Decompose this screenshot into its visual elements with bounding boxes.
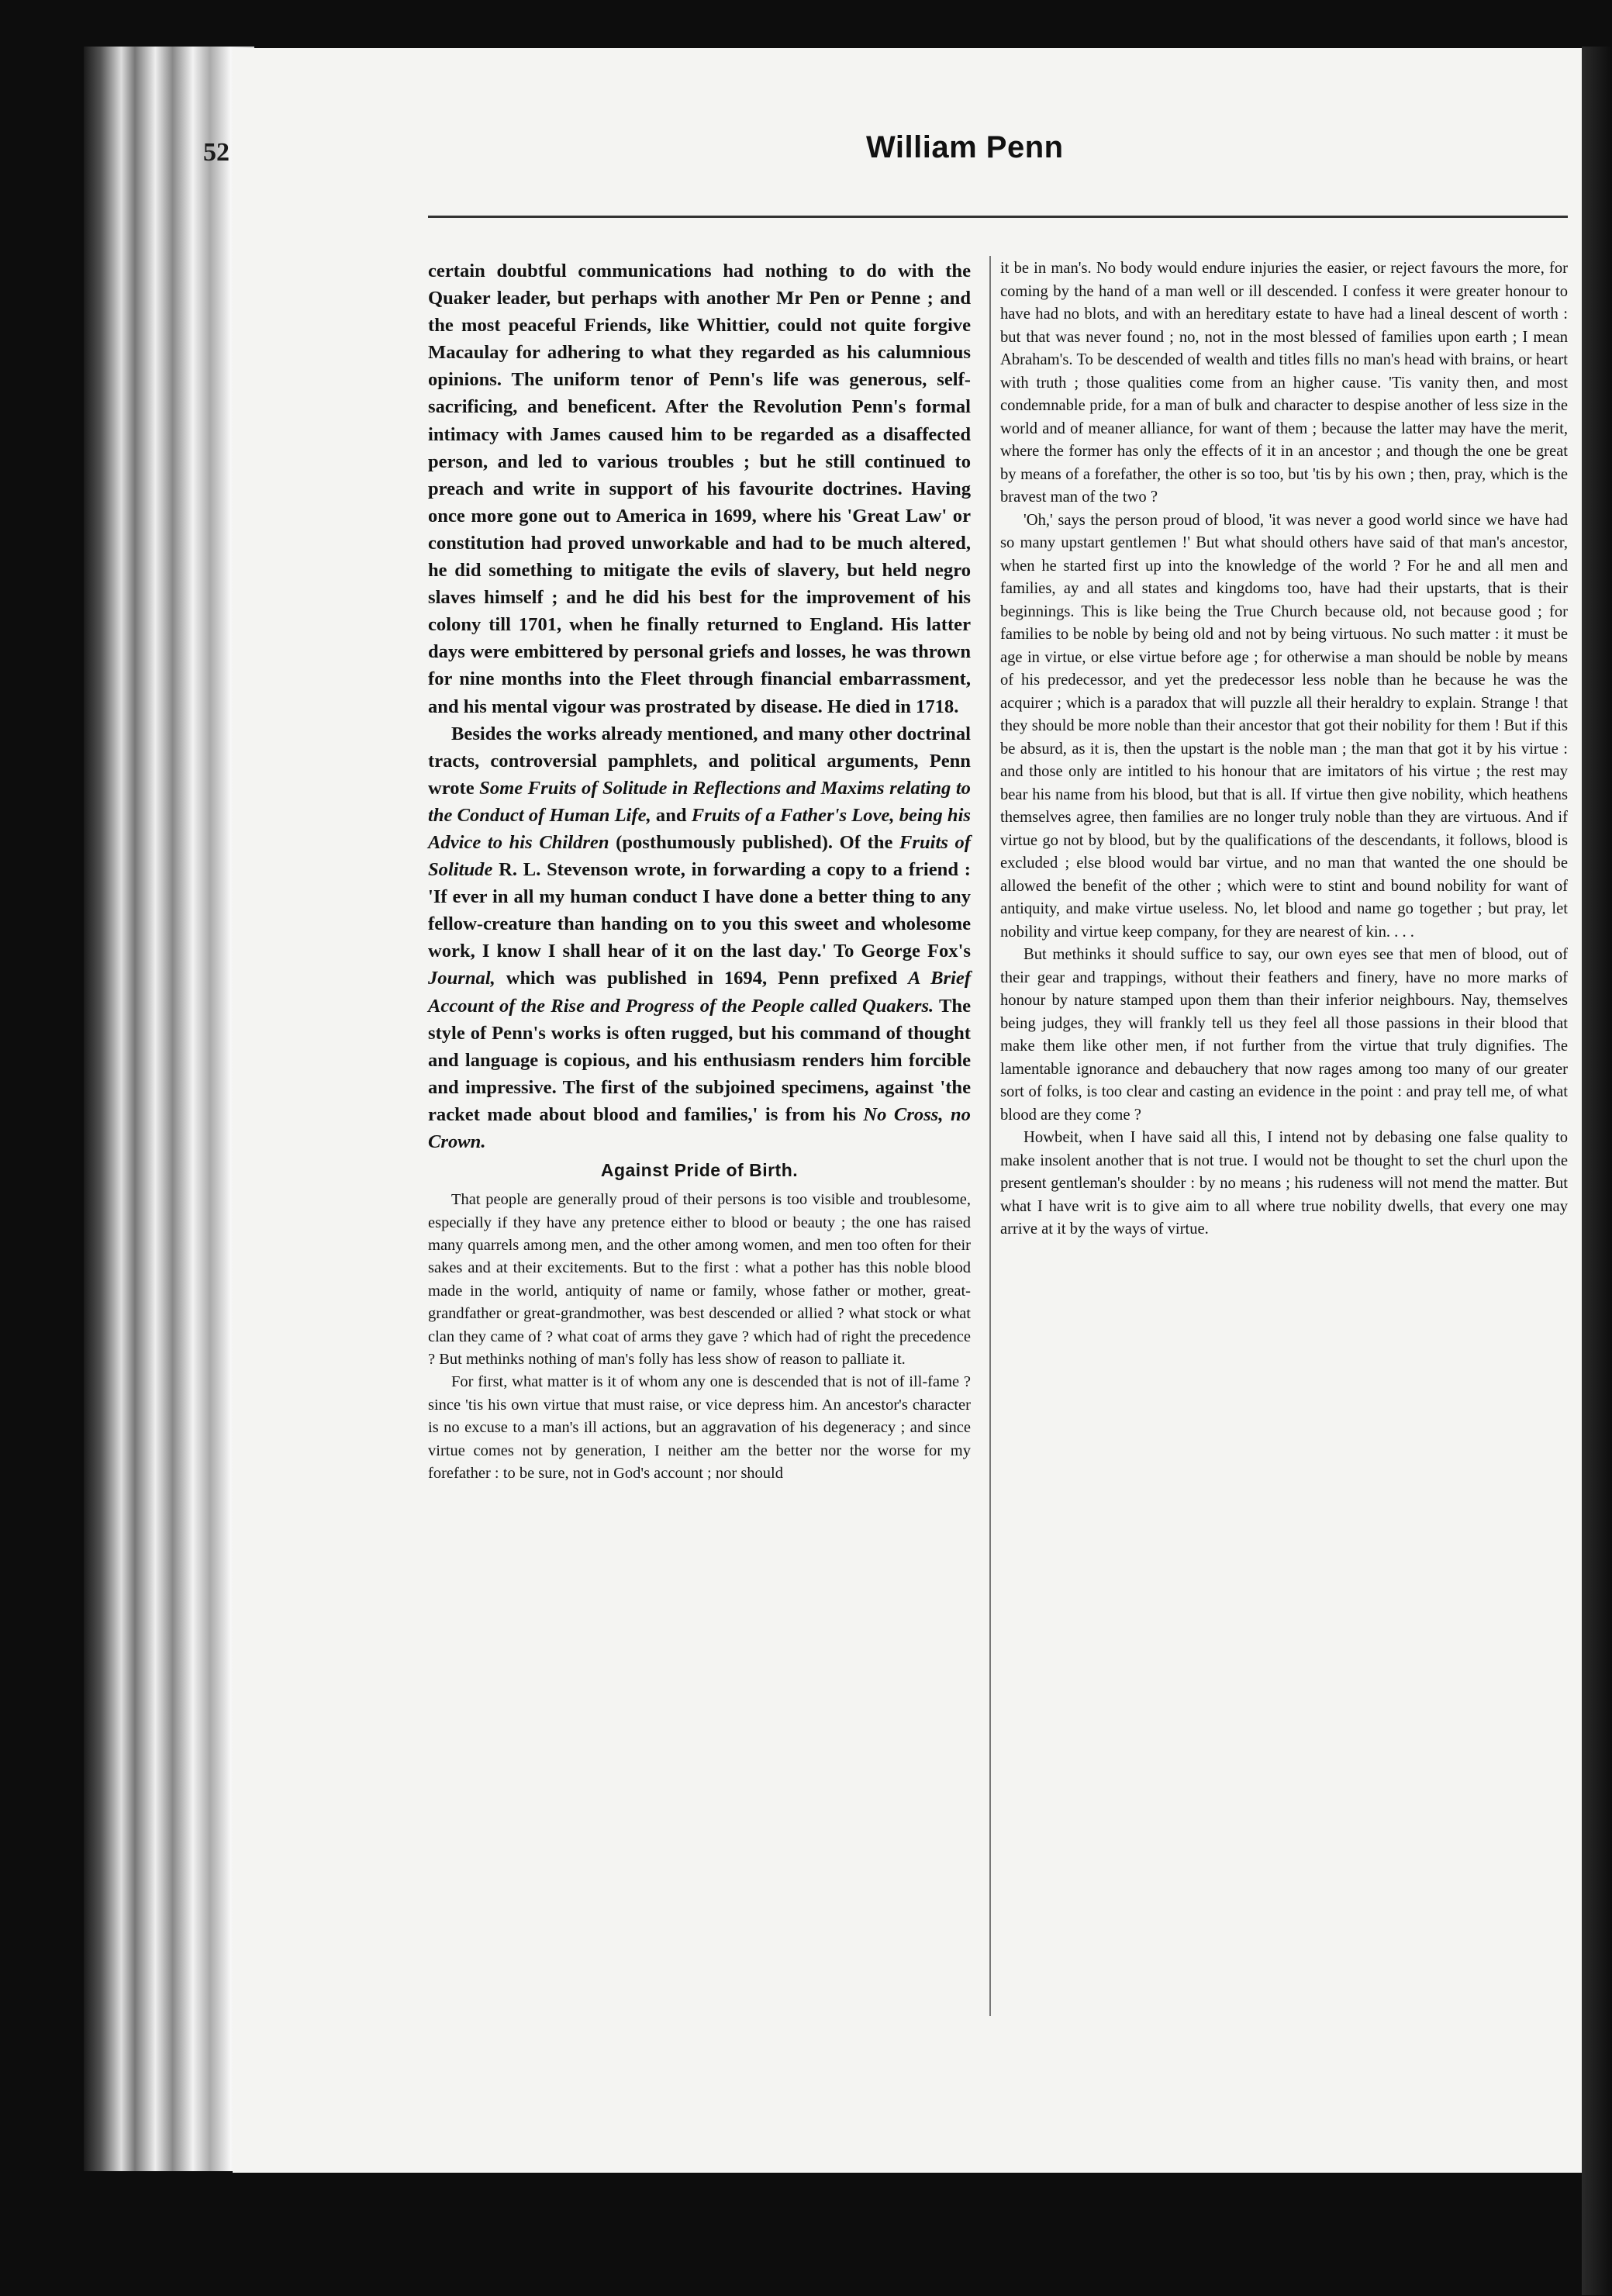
running-title: William Penn [866, 130, 1064, 164]
extract-paragraph: 'Oh,' says the person proud of blood, 'it was never a good world since we have had so many upstart gentlemen !' But what should others have said of that man's ancestor, when he started first up into the knowledge of the world ? For he and all men and families, ay and all states and kingdoms too, have had their upstarts, that is their beginnings. This is like being the True Church because old, not because good ; for families to be noble by being old and not by being virtuous. No such matter : it must be age in virtue, or else virtue before age ; for otherwise a man should be noble by means of his predecessor, and yet the predecessor less noble than he because he was the acquirer ; which is a paradox that will puzzle all their heraldry to explain. Strange ! that they should be more noble than their ancestor that got their nobility for them ! But if this be absurd, as it is, then the upstart is the noble man ; the man that got it by his virtue : and those only are intitled to his honour that are imitators of his virtue ; the rest may bear his name from his blood, but that is all. If virtue then give nobility, which heathens themselves agree, then families are no longer truly noble than they are virtuous. And if virtue go not by blood, but by the qualifications of the descendants, it follows, blood is excluded ; else blood would bar virtue, and no man that wanted the one should be allowed the benefit of the other ; which were to stint and bound nobility for want of antiquity, and make virtue useless. No, let blood and name go together ; but pray, let nobility and virtue keep company, for they are nearest of kin. . . . [1000, 511, 1568, 941]
book-title: No Cross, no Crown. [428, 1103, 971, 1152]
text-run: and [651, 804, 692, 826]
book-spine-edge [84, 47, 254, 2171]
extract-paragraph: Howbeit, when I have said all this, I intend not by debasing one false quality to make insolent another that is not true. I would not be thought to set the churl upon the present gentleman's shoulder : by no means ; his rudeness will not mend the matter. But what I have writ is to give aim to all where true nobility dwells, that every one may arrive at it by the ways of virtue. [1000, 1129, 1568, 1238]
book-title: Fruits of Solitude [428, 831, 972, 881]
book-title: Journal, [428, 968, 495, 989]
extract-paragraph: But methinks it should suffice to say, our own eyes see that men of blood, out of their gear and trappings, without their feathers and finery, have no more marks of honour by nature stamped upon them than their inferior neighbours. Nay, themselves being judges, they will frankly tell us they feel all those passions in their blood that make them like other men, if not further from the virtue that truly dignifies. The lamentable ignorance and debauchery that now rages among too many of our greater sort of folks, is too clear and casting an evidence in the point : and pray tell me, of what blood are they come ? [1000, 946, 1568, 1124]
page-number: 52 [203, 138, 230, 167]
right-column [1000, 257, 1568, 1241]
paragraph [428, 720, 971, 1156]
extract-paragraph: it be in man's. No body would endure injuries the easier, or reject favours the more, for coming by the hand of a man well or ill descended. I confess it were greater honour to have had no blots, and with an hereditary estate to have had a lineal descent of worth : but that was never found ; no, not in the most blessed of families upon earth ; I mean Abraham's. To be descended of wealth and titles fills no man's head with brains, or heart with truth ; those qualities come from an higher cause. 'Tis vanity then, and most condemnable pride, for a man of bulk and character to despise another of less size in the world and of meaner alliance, for want of them ; because the latter may have the merit, where the former has only the effects of it in an ancestor ; and though the one be great by means of a forefather, the other is so too, but 'tis by his own ; then, pray, which is the bravest man of the two ? [1000, 260, 1568, 506]
text-run: R. L. Stevenson wrote, in forwarding a copy to a friend : 'If ever in all my human conduct I have done a better thing to any fellow-creature than handing on to you this sweet and wholesome work, I know I shall hear of it on the last day.' To George Fox's [428, 859, 971, 962]
text-run: which was published in 1694, Penn prefixed [495, 968, 909, 989]
section-heading: Against Pride of Birth. [600, 1160, 799, 1181]
text-run: The style of Penn's works is often rugged, but his command of thought and language is copious, and his enthusiasm renders him forcible and impressive. The first of the subjoined specimens, against 'the racket made about blood and families,' is from his [428, 995, 971, 1125]
text-run: (posthumously published). Of the [609, 831, 900, 853]
column-divider [989, 256, 991, 2016]
book-title: Fruits of a Father's Love, being his Advice to his Children [428, 804, 971, 853]
header-rule [428, 216, 1568, 218]
book-title: A Brief Account of the Rise and Progress of the People called Quakers. [428, 968, 972, 1017]
text-run: Besides the works already mentioned, and many other doctrinal tracts, controversial pamphlets, and political arguments, Penn wrote [428, 723, 971, 799]
extract-paragraph: For first, what matter is it of whom any one is descended that is not of ill-fame ? since 'tis his own virtue that must raise, or vice depress him. An ancestor's character is no excuse to a man's ill actions, but an aggravation of his degeneracy ; and since virtue comes not by generation, I neither am the better nor the worse for my forefather : to be sure, not in God's account ; nor should [428, 1373, 971, 1482]
left-column [428, 257, 971, 1485]
page-header [203, 130, 1568, 192]
extract-paragraph: That people are generally proud of their persons is too visible and troublesome, especially if they have any pretence either to blood or beauty ; the one has raised many quarrels among men, and the other among women, and men too often for their sakes and at their excitements. But to the first : what a pother has this noble blood made in the world, antiquity of name or family, whose father or mother, great-grandfather or great-grandmother, was best descended or allied ? what stock or what clan they came of ? what coat of arms they gave ? which had of right the precedence ? But methinks nothing of man's folly has less show of reason to palliate it. [428, 1191, 971, 1368]
book-title: Some Fruits of Solitude in Reflections and Maxims relating to the Conduct of Human Life, [428, 777, 971, 826]
scan-edge [1582, 47, 1612, 2295]
paragraph: certain doubtful communications had nothing to do with the Quaker leader, but perhaps with another Mr Pen or Penne ; and the most peaceful Friends, like Whittier, could not quite forgive Macaulay for adhering to what they regarded as his calumnious opinions. The uniform tenor of Penn's life was generous, self-sacrificing, and beneficent. After the Revolution Penn's formal intimacy with James caused him to be regarded as a disaffected person, and led to various troubles ; but he still continued to preach and write in support of his favourite doctrines. Having once more gone out to America in 1699, where his 'Great Law' or constitution had proved unworkable and had to be much altered, he did something to mitigate the evils of slavery, but held negro slaves himself ; and he did his best for the improvement of his colony till 1701, when he finally returned to England. His latter days were embittered by personal griefs and losses, he was thrown for nine months into the Fleet through financial embarrassment, and his mental vigour was prostrated by disease. He died in 1718. [428, 261, 971, 717]
